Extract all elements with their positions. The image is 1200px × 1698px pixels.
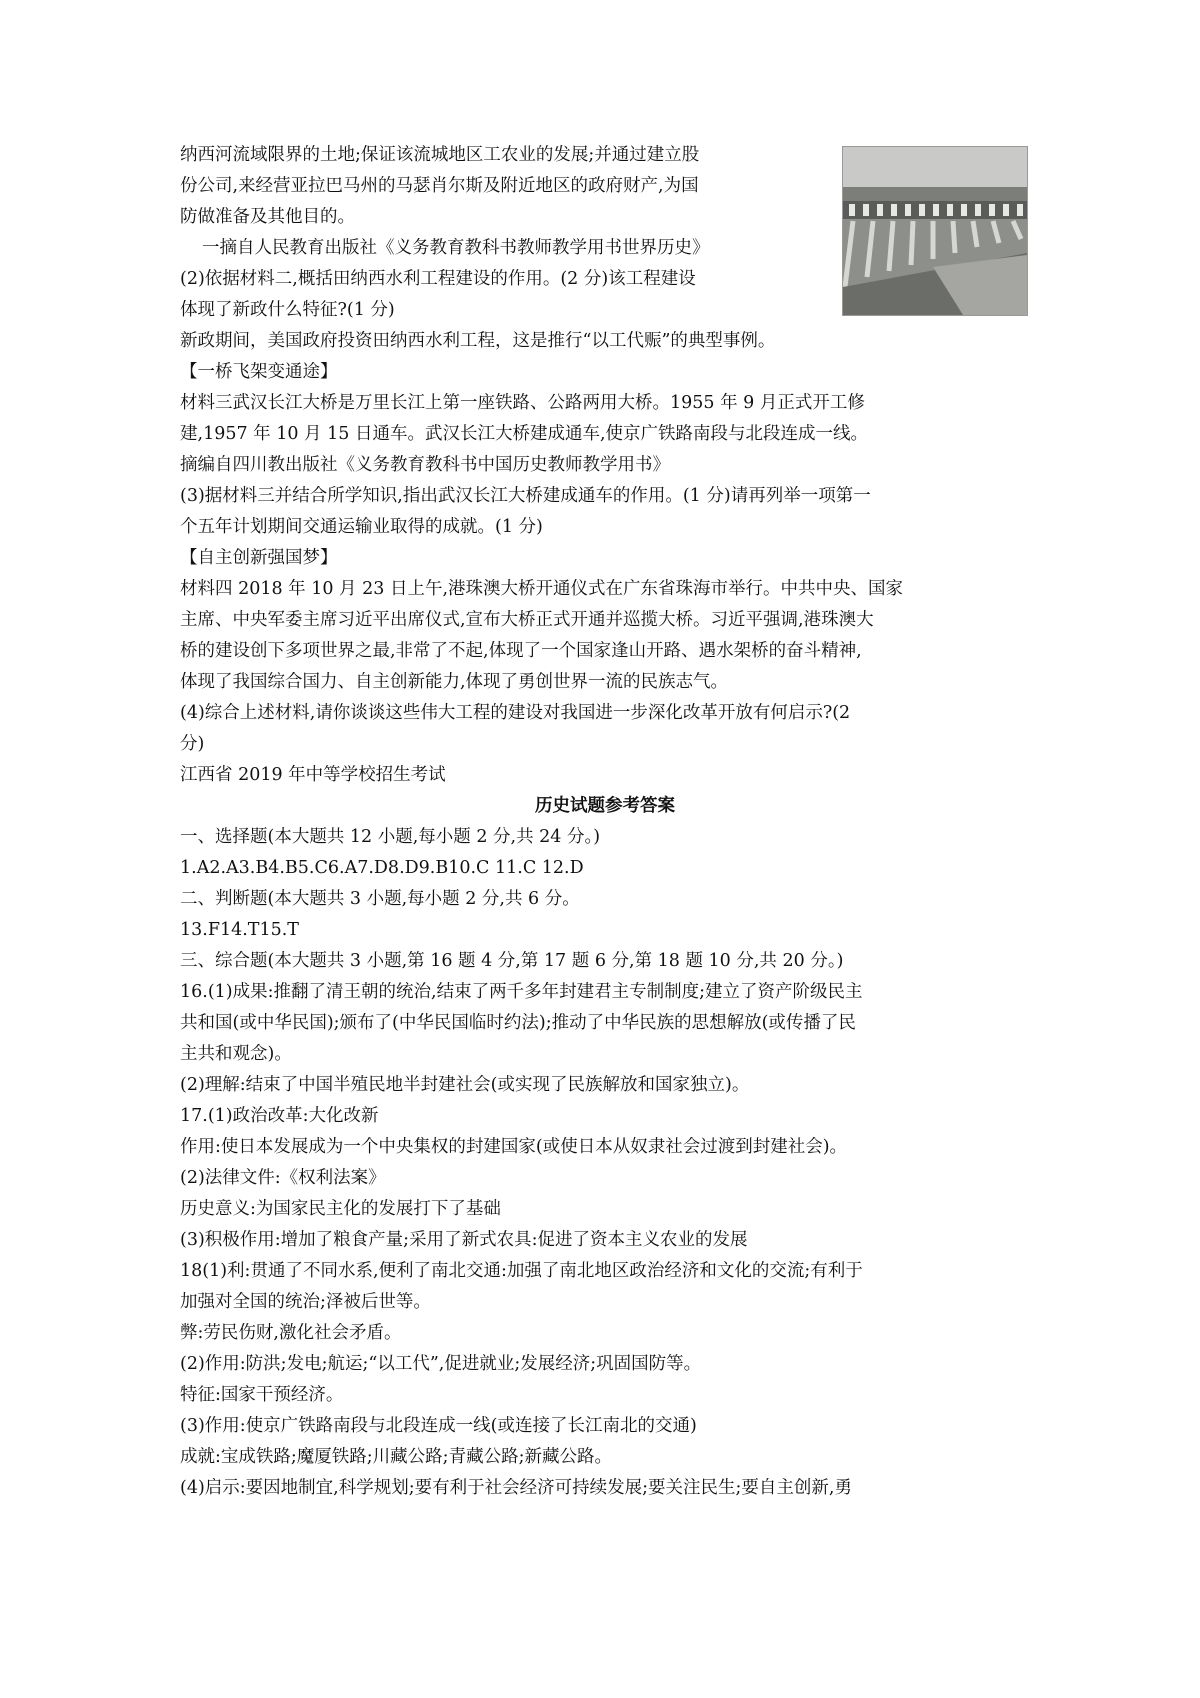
answer-line: (2)作用:防洪;发电;航运;“以工代”,促进就业;发展经济;巩固国防等。 <box>180 1354 702 1374</box>
question-line: (4)综合上述材料,请你谈谈这些伟大工程的建设对我国进一步深化改革开放有何启示?(2 <box>180 703 851 723</box>
answer-line: (3)积极作用:增加了粮食产量;采用了新式农具:促进了资本主义农业的发展 <box>180 1230 748 1250</box>
question-line: 个五年计划期间交通运输业取得的成就。(1 分) <box>180 517 543 537</box>
answer-line: 13.F14.T15.T <box>180 920 299 940</box>
answer-line: (2)法律文件:《权利法案》 <box>180 1168 386 1188</box>
text-line: 建,1957 年 10 月 15 日通车。武汉长江大桥建成通车,使京广铁路南段与北段连成一线。 <box>180 424 869 444</box>
source-citation: 一摘自人民教育出版社《义务教育教科书教师教学用书世界历史》 <box>202 238 710 258</box>
text-line: 材料四 2018 年 10 月 23 日上午,港珠澳大桥开通仪式在广东省珠海市举行。中共中央、国家 <box>180 579 904 599</box>
question-line: (2)依据材料二,概括田纳西水利工程建设的作用。(2 分)该工程建设 <box>180 269 696 289</box>
answer-line: 三、综合题(本大题共 3 小题,第 16 题 4 分,第 17 题 6 分,第 18 题 10 分,共 20 分。) <box>180 951 844 971</box>
text-line: 主席、中央军委主席习近平出席仪式,宣布大桥正式开通并巡揽大桥。习近平强调,港珠澳大 <box>180 610 874 630</box>
text-line: 体现了我国综合国力、自主创新能力,体现了勇创世界一流的民族志气。 <box>180 672 729 692</box>
answer-line: 主共和观念)。 <box>180 1044 292 1064</box>
answer-line: 作用:使日本发展成为一个中央集权的封建国家(或使日本从奴隶社会过渡到封建社会)。 <box>180 1137 848 1157</box>
answer-line: 特征:国家干预经济。 <box>180 1385 344 1405</box>
answer-line: 共和国(或中华民国);颁布了(中华民国临时约法);推动了中华民族的思想解放(或传播了民 <box>180 1013 856 1033</box>
question-line: (3)据材料三并结合所学知识,指出武汉长江大桥建成通车的作用。(1 分)请再列举一项第一 <box>180 486 871 506</box>
section-heading: 【一桥飞架变通途】 <box>180 362 338 382</box>
answer-line: (4)启示:要因地制宜,科学规划;要有利于社会经济可持续发展;要关注民生;要自主创新,勇 <box>180 1478 852 1498</box>
answer-line: 历史意义:为国家民主化的发展打下了基础 <box>180 1199 501 1219</box>
answer-line: 一、选择题(本大题共 12 小题,每小题 2 分,共 24 分。) <box>180 827 601 847</box>
answer-line: 16.(1)成果:推翻了清王朝的统治,结束了两千多年封建君主专制制度;建立了资产阶级民主 <box>180 982 863 1002</box>
section-heading: 【自主创新强国梦】 <box>180 548 338 568</box>
text-line: 防做准备及其他目的。 <box>180 207 355 227</box>
question-line: 体现了新政什么特征?(1 分) <box>180 300 395 320</box>
answer-line: 成就:宝成铁路;魔厦铁路;川藏公路;青藏公路;新藏公路。 <box>180 1447 612 1467</box>
answer-line: 1.A2.A3.B4.B5.C6.A7.D8.D9.B10.C 11.C 12.D <box>180 858 584 878</box>
answer-line: 二、判断题(本大题共 3 小题,每小题 2 分,共 6 分。 <box>180 889 580 909</box>
text-line: 新政期间，美国政府投资田纳西水利工程，这是推行“以工代赈”的典型事例。 <box>180 331 776 351</box>
text-line: 份公司,来经营亚拉巴马州的马瑟肖尔斯及附近地区的政府财产,为国 <box>180 176 699 196</box>
text-line: 材料三武汉长江大桥是万里长江上第一座铁路、公路两用大桥。1955 年 9 月正式开工修 <box>180 393 865 413</box>
answer-key-title: 历史试题参考答案 <box>535 796 675 816</box>
question-line: 分) <box>180 734 205 754</box>
answer-line: 18(1)利:贯通了不同水系,便利了南北交通:加强了南北地区政治经济和文化的交流;有利于 <box>180 1261 863 1281</box>
exam-name: 江西省 2019 年中等学校招生考试 <box>180 765 446 785</box>
source-citation: 摘编自四川教出版社《义务教育教科书中国历史教师教学用书》 <box>180 455 670 475</box>
text-line: 纳西河流域限界的土地;保证该流城地区工农业的发展;并通过建立股 <box>180 145 700 165</box>
answer-line: 17.(1)政治改革:大化改新 <box>180 1106 379 1126</box>
answer-line: 弊:劳民伤财,激化社会矛盾。 <box>180 1323 402 1343</box>
answer-line: (3)作用:使京广铁路南段与北段连成一线(或连接了长江南北的交通) <box>180 1416 697 1436</box>
answer-line: 加强对全国的统治;泽被后世等。 <box>180 1292 431 1312</box>
answer-line: (2)理解:结束了中国半殖民地半封建社会(或实现了民族解放和国家独立)。 <box>180 1075 750 1095</box>
document-page <box>180 140 1030 1504</box>
text-line: 桥的建设创下多项世界之最,非常了不起,体现了一个国家逢山开路、遇水架桥的奋斗精神, <box>180 641 862 661</box>
